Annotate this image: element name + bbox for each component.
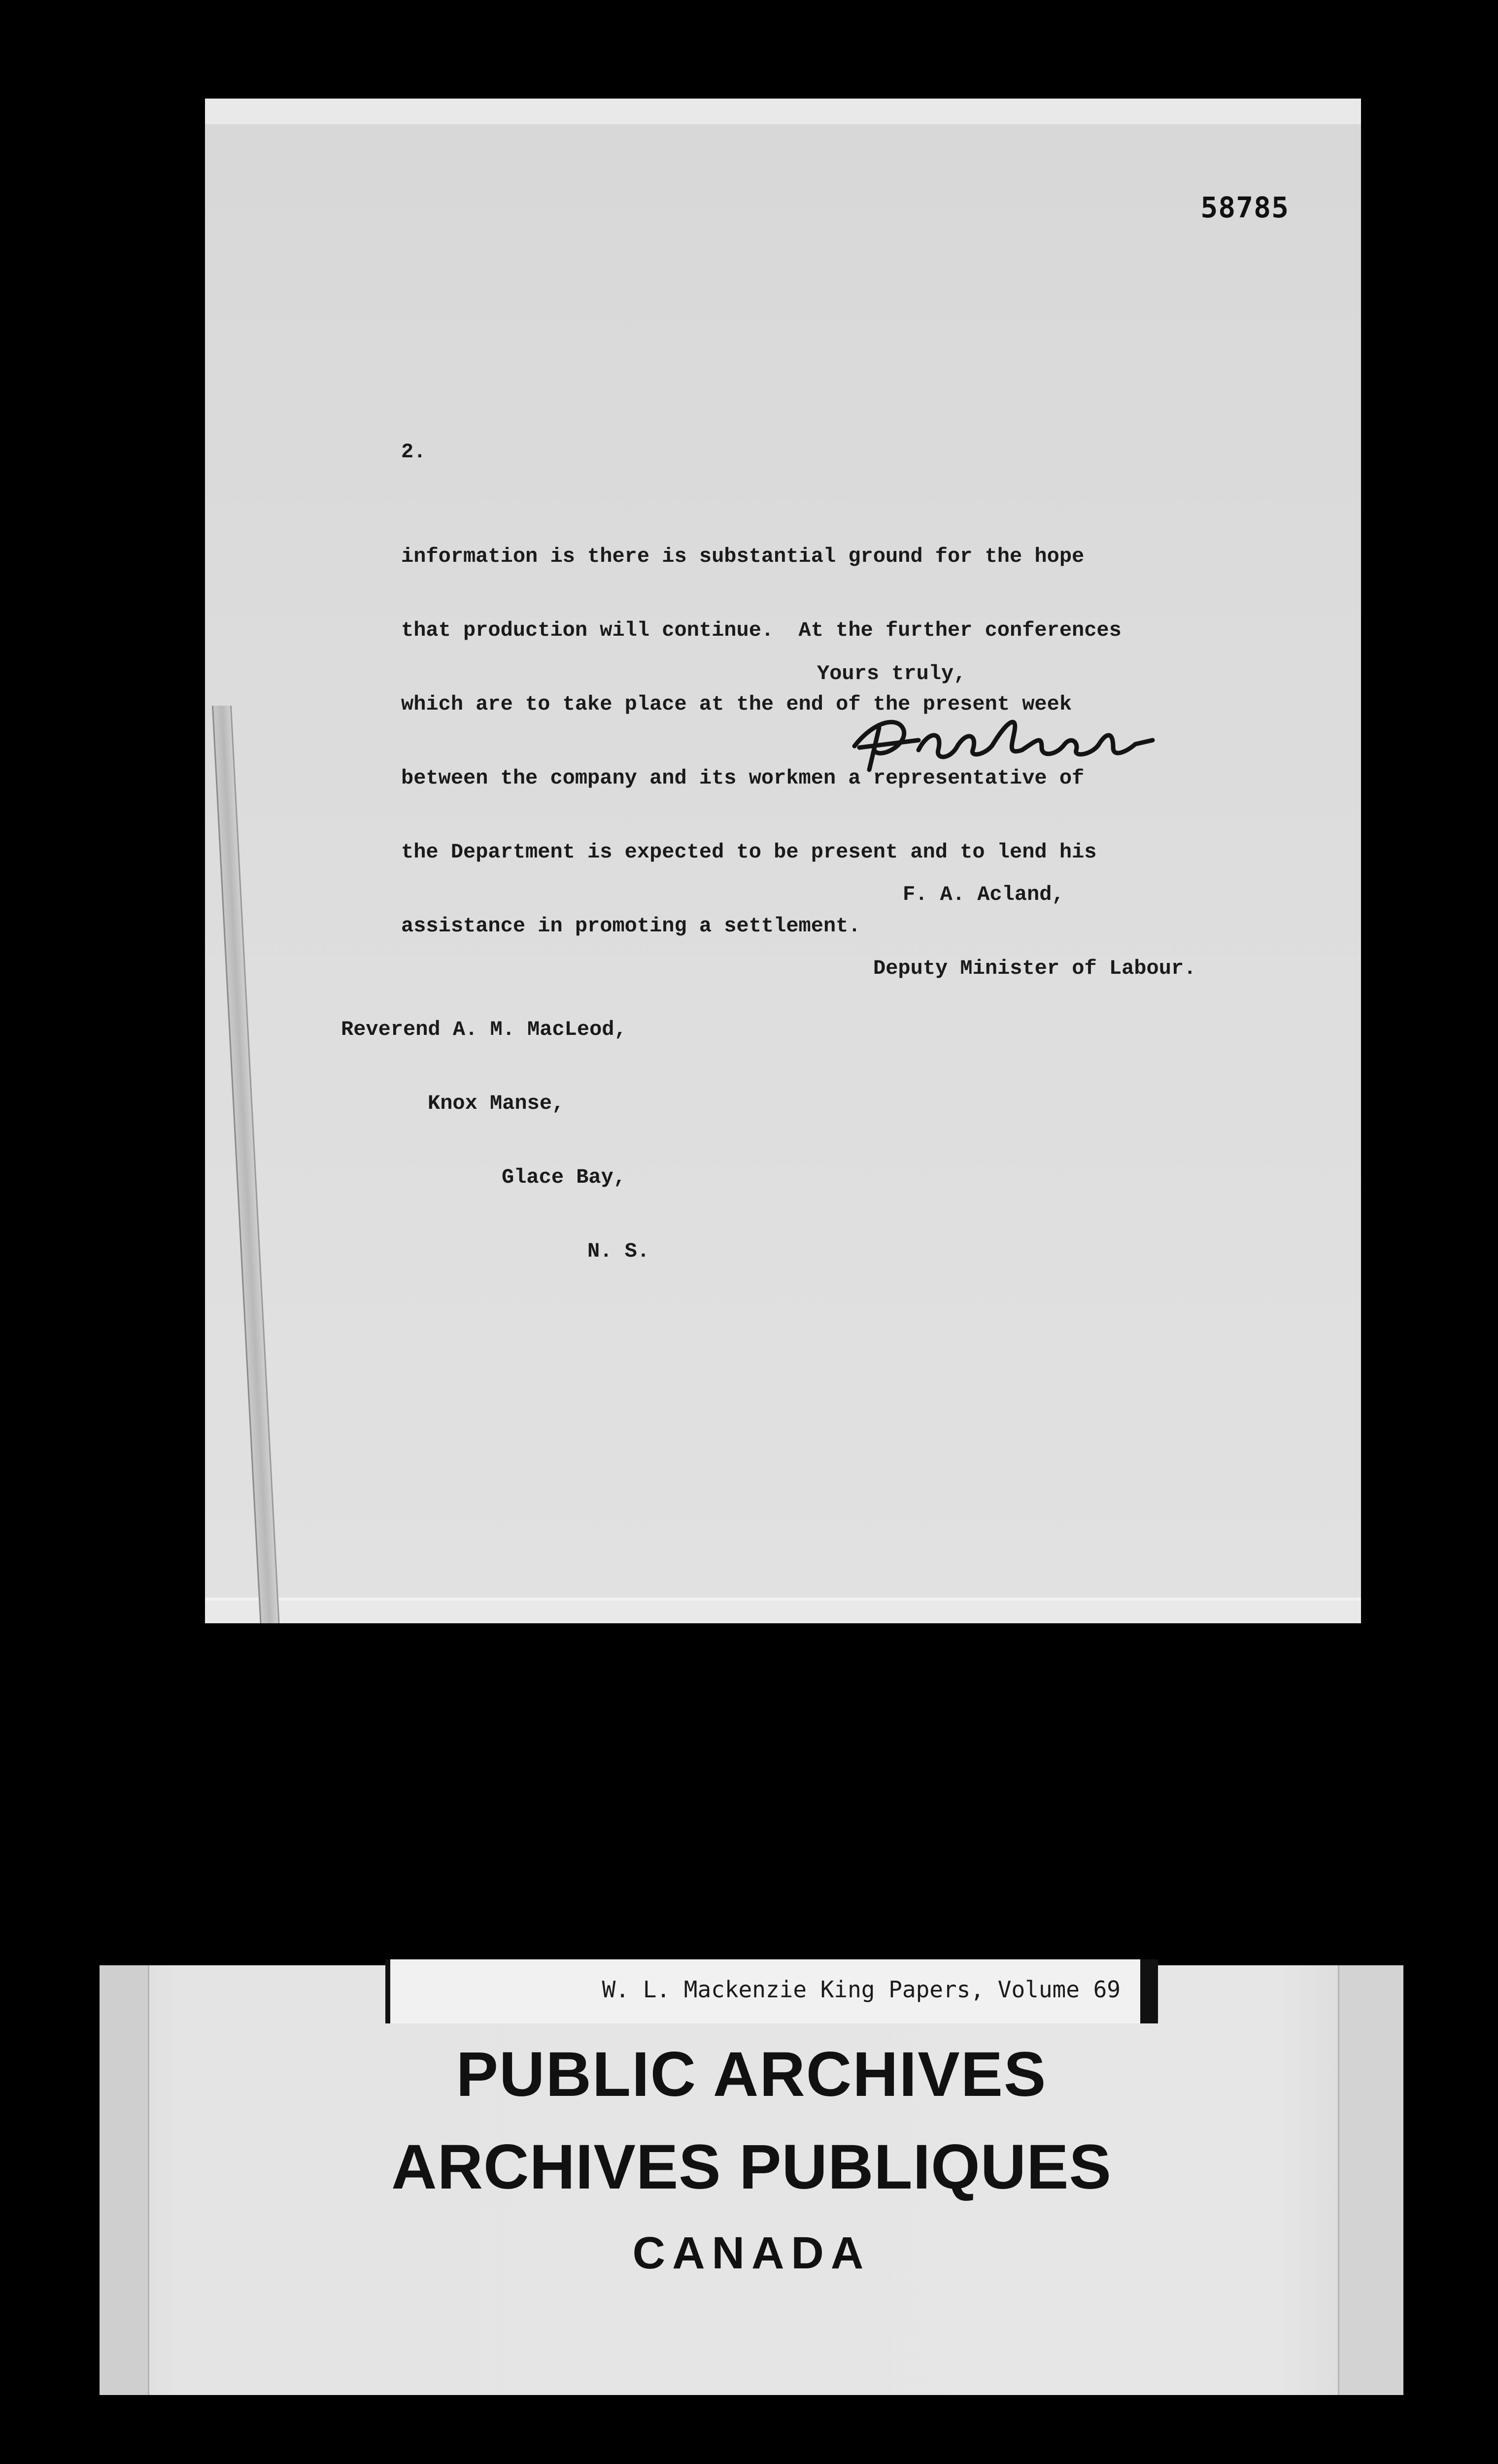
body-line: between the company and its workmen a representative of [401,766,1085,790]
signer-block [873,833,1196,1030]
addressee-line: N. S. [587,1239,650,1263]
archive-country: CANADA [632,2228,871,2278]
archive-title-english: PUBLIC ARCHIVES [456,2039,1047,2110]
body-line: which are to take place at the end of the present week [401,692,1072,716]
paper-fold-line [212,706,281,1623]
body-line: the Department is expected to be present and to lend his [401,840,1097,864]
body-line: that production will continue. At the further conferences [401,618,1122,642]
closing: Yours truly, [817,662,966,685]
page-marker: 2. [401,440,426,464]
letter-sheet [205,124,1361,1601]
signer-title: Deputy Minister of Labour. [873,957,1196,980]
volume-label: W. L. Mackenzie King Papers, Volume 69 [602,1976,1121,2003]
page-number-stamp: 58785 [1200,191,1289,224]
archive-title-french: ARCHIVES PUBLIQUES [391,2132,1112,2202]
addressee-line: Glace Bay, [502,1165,626,1189]
addressee-line: Knox Manse, [428,1092,565,1115]
letter-page [205,99,1361,1623]
body-line: information is there is substantial ground for the hope [401,545,1085,568]
body-line: assistance in promoting a settlement. [401,914,861,938]
addressee-line: Reverend A. M. MacLeod, [341,1018,627,1041]
archive-label-card [100,1965,1403,2395]
addressee-block [341,968,649,1313]
volume-tab [385,1959,1158,2023]
handwritten-signature [845,701,1160,775]
signer-name: F. A. Acland, [903,883,1064,906]
